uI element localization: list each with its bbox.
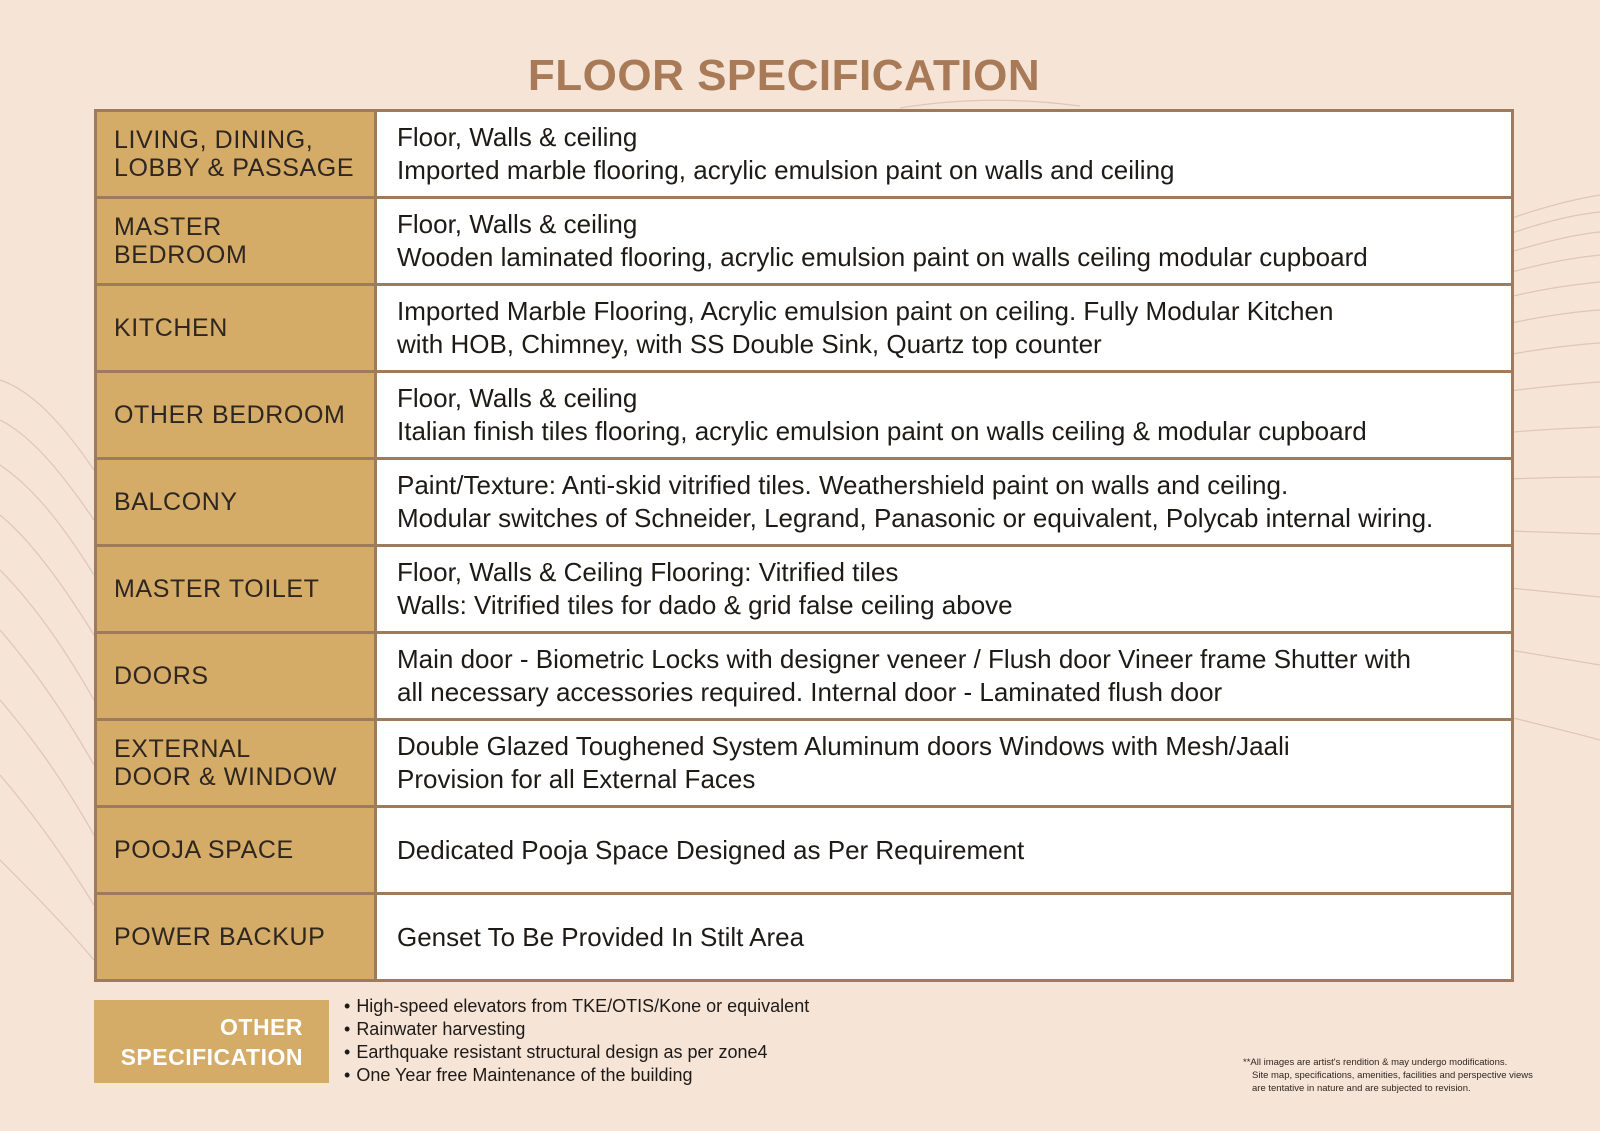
description-line: with HOB, Chimney, with SS Double Sink, Quartz top counter bbox=[397, 329, 1102, 359]
other-specification-list bbox=[344, 995, 809, 1087]
row-description bbox=[377, 373, 1511, 457]
other-label-line: OTHER bbox=[220, 1013, 303, 1040]
description-line: Walls: Vitrified tiles for dado & grid false ceiling above bbox=[397, 590, 1013, 620]
description-line: Main door - Biometric Locks with designer veneer / Flush door Vineer frame Shutter with bbox=[397, 644, 1411, 674]
disclaimer-line: are tentative in nature and are subjected to revision. bbox=[1252, 1083, 1471, 1094]
row-label: MASTER TOILET bbox=[97, 547, 377, 631]
description-line: Floor, Walls & ceiling bbox=[397, 122, 638, 152]
spec-row-power-backup bbox=[97, 895, 1511, 979]
row-label: KITCHEN bbox=[97, 286, 377, 370]
description-line: Dedicated Pooja Space Designed as Per Requirement bbox=[397, 834, 1025, 865]
row-description bbox=[377, 112, 1511, 196]
description-line: Modular switches of Schneider, Legrand, Panasonic or equivalent, Polycab internal wiring. bbox=[397, 503, 1434, 533]
description-line: Floor, Walls & ceiling bbox=[397, 209, 638, 239]
spec-row-kitchen bbox=[97, 286, 1511, 373]
disclaimer-line: **All images are artist's rendition & may undergo modifications. bbox=[1243, 1057, 1508, 1068]
description-line: Genset To Be Provided In Stilt Area bbox=[397, 921, 805, 952]
row-description bbox=[377, 808, 1511, 892]
row-description bbox=[377, 895, 1511, 979]
row-description bbox=[377, 634, 1511, 718]
description-line: all necessary accessories required. Internal door - Laminated flush door bbox=[397, 677, 1223, 707]
description-line: Double Glazed Toughened System Aluminum doors Windows with Mesh/Jaali bbox=[397, 731, 1290, 761]
row-label: MASTER BEDROOM bbox=[97, 199, 377, 283]
row-label: POOJA SPACE bbox=[97, 808, 377, 892]
description-line: Floor, Walls & ceiling bbox=[397, 383, 638, 413]
description-line: Provision for all External Faces bbox=[397, 764, 756, 794]
spec-row-pooja-space bbox=[97, 808, 1511, 895]
page-title: FLOOR SPECIFICATION bbox=[527, 51, 1041, 100]
list-item: • Rainwater harvesting bbox=[344, 1018, 809, 1041]
row-label: DOORS bbox=[97, 634, 377, 718]
spec-row-master-bedroom bbox=[97, 199, 1511, 286]
row-description bbox=[377, 460, 1511, 544]
other-specification-label bbox=[94, 1000, 329, 1083]
row-label: LIVING, DINING, LOBBY & PASSAGE bbox=[97, 112, 377, 196]
row-label: POWER BACKUP bbox=[97, 895, 377, 979]
description-line: Wooden laminated flooring, acrylic emulsion paint on walls ceiling modular cupboard bbox=[397, 242, 1368, 272]
description-line: Imported Marble Flooring, Acrylic emulsion paint on ceiling. Fully Modular Kitchen bbox=[397, 296, 1334, 326]
spec-row-balcony bbox=[97, 460, 1511, 547]
description-line: Floor, Walls & Ceiling Flooring: Vitrified tiles bbox=[397, 557, 899, 587]
specification-table bbox=[94, 109, 1514, 982]
list-item: • High-speed elevators from TKE/OTIS/Kone or equivalent bbox=[344, 995, 809, 1018]
list-item: • Earthquake resistant structural design as per zone4 bbox=[344, 1041, 809, 1064]
spec-row-master-toilet bbox=[97, 547, 1511, 634]
disclaimer-note bbox=[1243, 1056, 1563, 1095]
row-label: OTHER BEDROOM bbox=[97, 373, 377, 457]
row-description bbox=[377, 199, 1511, 283]
row-label: BALCONY bbox=[97, 460, 377, 544]
spec-row-living-dining bbox=[97, 112, 1511, 199]
list-item: • One Year free Maintenance of the building bbox=[344, 1064, 809, 1087]
spec-row-external-door-window bbox=[97, 721, 1511, 808]
row-description bbox=[377, 721, 1511, 805]
other-label-line: SPECIFICATION bbox=[120, 1043, 303, 1070]
row-label: EXTERNAL DOOR & WINDOW bbox=[97, 721, 377, 805]
spec-row-doors bbox=[97, 634, 1511, 721]
spec-row-other-bedroom bbox=[97, 373, 1511, 460]
row-description bbox=[377, 286, 1511, 370]
disclaimer-line: Site map, specifications, amenities, facilities and perspective views bbox=[1252, 1070, 1533, 1081]
description-line: Italian finish tiles flooring, acrylic emulsion paint on walls ceiling & modular cupboard bbox=[397, 416, 1367, 446]
description-line: Paint/Texture: Anti-skid vitrified tiles. Weathershield paint on walls and ceiling. bbox=[397, 470, 1289, 500]
description-line: Imported marble flooring, acrylic emulsion paint on walls and ceiling bbox=[397, 155, 1175, 185]
row-description bbox=[377, 547, 1511, 631]
